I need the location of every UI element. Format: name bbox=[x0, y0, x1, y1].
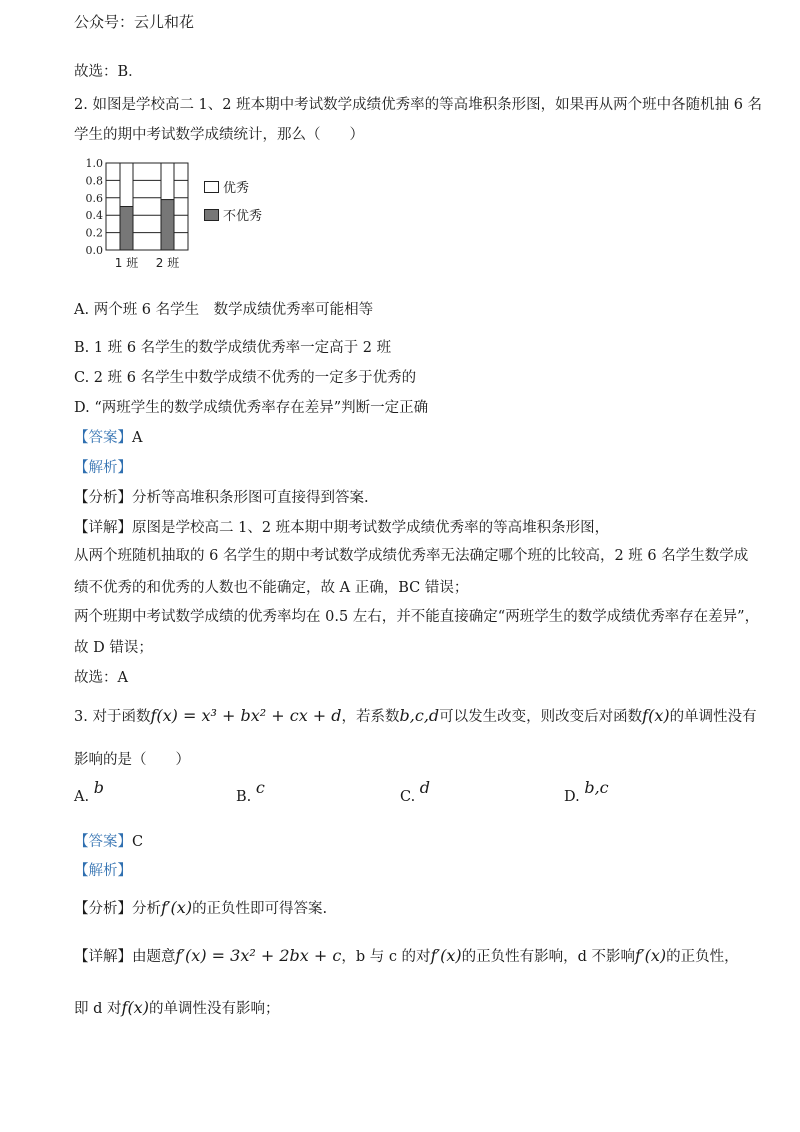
q3-stem-end: 的单调性没有 bbox=[669, 709, 757, 725]
q1-answer-line: 故选：B． bbox=[74, 64, 143, 80]
q2-xiangjie bbox=[74, 518, 609, 538]
q2-detail-line-b: 绩不优秀的和优秀的人数也不能确定，故 A 正确，BC 错误； bbox=[74, 580, 469, 596]
q3-option-d-label: D. bbox=[564, 789, 580, 805]
stacked-bar-chart bbox=[70, 155, 330, 279]
q2-detail-line-d: 故 D 错误； bbox=[74, 640, 153, 656]
legend-excellent-swatch bbox=[204, 181, 219, 193]
bar-segment bbox=[120, 163, 133, 207]
q3-answer-value: C bbox=[132, 834, 144, 850]
x-category-label: 1 班 bbox=[114, 256, 139, 270]
q2-analysis-tag: 【解析】 bbox=[74, 460, 132, 476]
q2-stem-line1: 2. 如图是学校高二 1、2 班本期中考试数学成绩优秀率的等高堆积条形图，如果再从两个班中各随机抽 6 名 bbox=[74, 97, 763, 113]
q2-detail-line-c: 两个班期中考试数学成绩的优秀率均在 0.5 左右，并不能直接确定“两班学生的数学成绩优秀率存在差异”， bbox=[74, 609, 760, 625]
q2-option-a: A. 两个班 6 名学生 数学成绩优秀率可能相等 bbox=[74, 302, 374, 318]
q3-option-a-value: b bbox=[93, 778, 104, 797]
plot-frame bbox=[106, 163, 188, 250]
q3-xj-expr: f′(x) = 3x² + 2bx + c bbox=[175, 946, 342, 965]
x-category-label: 2 班 bbox=[155, 256, 180, 270]
q3-fprime: f′(x) bbox=[161, 898, 193, 917]
legend-not-excellent-label: 不优秀 bbox=[223, 209, 263, 224]
q3-option-a-label: A. bbox=[74, 789, 90, 805]
q2-answer bbox=[74, 428, 142, 448]
q2-option-c: C. 2 班 6 名学生中数学成绩不优秀的一定多于优秀的 bbox=[74, 370, 417, 386]
q3-last-pre: 即 d 对 bbox=[74, 1001, 122, 1017]
q3-option-c-value: d bbox=[419, 778, 431, 797]
q3-option-d-value: b,c bbox=[584, 778, 609, 797]
chart-svg bbox=[70, 155, 330, 275]
q2-detail-line-a: 从两个班随机抽取的 6 名学生的期中考试数学成绩优秀率无法确定哪个班的比较高，2 班 6 名学生数学成 bbox=[74, 548, 749, 564]
q2-answer-value: A bbox=[132, 430, 143, 446]
q2-option-d: D. “两班学生的数学成绩优秀率存在差异”判断一定正确 bbox=[74, 400, 429, 416]
q3-xiangjie-tag: 【详解】 bbox=[74, 949, 132, 965]
q3-option-c bbox=[400, 778, 431, 805]
q3-stem-line2: 影响的是（ ） bbox=[74, 752, 190, 768]
legend-excellent bbox=[204, 177, 249, 196]
q2-xiangjie-text: 原图是学校高二 1、2 班本期中期考试数学成绩优秀率的等高堆积条形图， bbox=[132, 520, 610, 536]
q2-answer-tag: 【答案】 bbox=[74, 430, 132, 446]
y-tick-label: 0.2 bbox=[85, 226, 103, 240]
q3-xj-fprime-1: f′(x) bbox=[430, 946, 462, 965]
q3-xj-pre: 由题意 bbox=[132, 949, 176, 965]
legend-not-excellent bbox=[204, 205, 262, 224]
q2-conclusion: 故选：A bbox=[74, 670, 128, 686]
q3-option-c-label: C. bbox=[400, 789, 416, 805]
q3-answer bbox=[74, 832, 143, 852]
q3-xiangjie bbox=[74, 946, 739, 967]
q3-option-d bbox=[564, 778, 609, 805]
y-tick-label: 0.0 bbox=[85, 244, 103, 257]
q3-function-expr: f(x) = x³ + bx² + cx + d bbox=[150, 706, 342, 725]
q3-answer-tag: 【答案】 bbox=[74, 834, 132, 850]
q3-coeffs: b,c,d bbox=[399, 706, 440, 725]
q3-stem-mid2: 可以发生改变，则改变后对函数 bbox=[439, 709, 643, 725]
q2-fenxi-text: 分析等高堆积条形图可直接得到答案. bbox=[132, 490, 369, 506]
q3-stem-prefix: 3. 对于函数 bbox=[74, 709, 151, 725]
q3-last-fx: f(x) bbox=[121, 998, 149, 1017]
y-tick-label: 0.8 bbox=[85, 174, 103, 188]
q3-option-b-value: c bbox=[255, 778, 265, 797]
bar-segment bbox=[120, 207, 133, 251]
q3-fenxi bbox=[74, 898, 327, 919]
q2-stem-line2: 学生的期中考试数学成绩统计，那么（ ） bbox=[74, 127, 364, 143]
q3-xj-mid2: 的正负性有影响，d 不影响 bbox=[461, 949, 636, 965]
q3-fenxi-pre: 分析 bbox=[132, 901, 161, 917]
q3-fx: f(x) bbox=[642, 706, 670, 725]
bar-segment bbox=[161, 200, 174, 250]
q3-stem-line1 bbox=[74, 706, 757, 727]
y-tick-label: 0.6 bbox=[85, 191, 103, 205]
y-tick-label: 1.0 bbox=[85, 157, 103, 170]
header-text: 公众号：云儿和花 bbox=[74, 13, 195, 31]
q3-analysis-tag: 【解析】 bbox=[74, 863, 132, 879]
q3-last-line bbox=[74, 998, 279, 1019]
q2-option-b: B. 1 班 6 名学生的数学成绩优秀率一定高于 2 班 bbox=[74, 340, 392, 356]
q3-fenxi-post: 的正负性即可得答案. bbox=[192, 901, 328, 917]
legend-not-excellent-swatch bbox=[204, 209, 219, 221]
q3-last-post: 的单调性没有影响； bbox=[148, 1001, 280, 1017]
q3-xj-end: 的正负性， bbox=[666, 949, 739, 965]
q3-stem-mid: ，若系数 bbox=[341, 709, 400, 725]
q3-fenxi-tag: 【分析】 bbox=[74, 901, 132, 917]
bar-segment bbox=[161, 163, 174, 200]
q2-xiangjie-tag: 【详解】 bbox=[74, 520, 132, 536]
y-tick-label: 0.4 bbox=[85, 209, 103, 223]
q3-option-b bbox=[236, 778, 265, 805]
q3-xj-mid1: ，b 与 c 的对 bbox=[341, 949, 431, 965]
q3-xj-fprime-2: f′(x) bbox=[635, 946, 667, 965]
q3-option-a bbox=[74, 778, 104, 805]
q2-fenxi bbox=[74, 488, 369, 508]
legend-excellent-label: 优秀 bbox=[223, 181, 250, 196]
q2-fenxi-tag: 【分析】 bbox=[74, 490, 132, 506]
q3-option-b-label: B. bbox=[236, 789, 252, 805]
